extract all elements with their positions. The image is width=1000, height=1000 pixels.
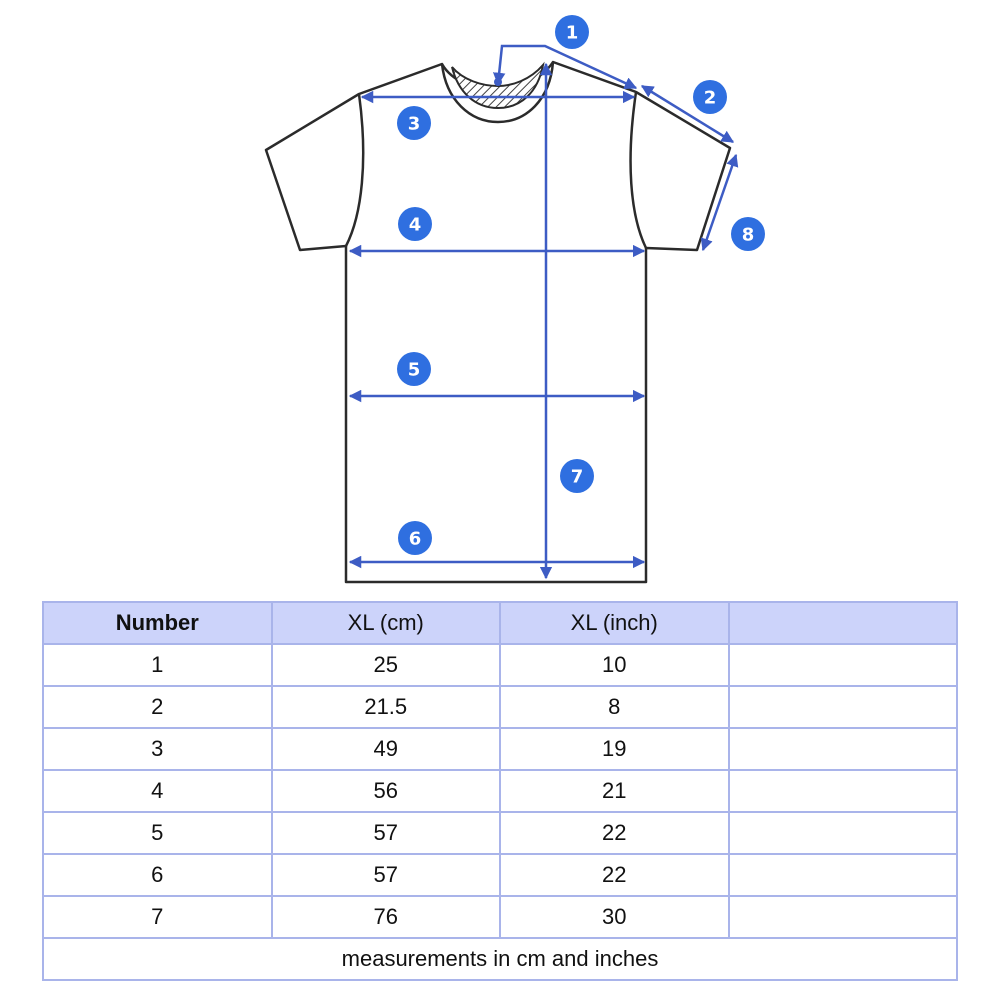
svg-text:2: 2: [703, 87, 717, 109]
marker-2: [693, 80, 727, 114]
cell-number: 2: [43, 686, 272, 728]
marker-3: [397, 106, 431, 140]
cell-cm: 57: [272, 812, 501, 854]
marker-1: [555, 15, 589, 49]
table-row: [43, 686, 957, 728]
cell-number: 6: [43, 854, 272, 896]
cell-empty: [729, 812, 958, 854]
table-header-row: [43, 602, 957, 644]
svg-text:4: 4: [408, 214, 422, 236]
table-row: [43, 644, 957, 686]
cell-number: 1: [43, 644, 272, 686]
cell-empty: [729, 644, 958, 686]
cell-inch: 22: [500, 812, 729, 854]
cell-cm: 21.5: [272, 686, 501, 728]
cell-empty: [729, 854, 958, 896]
cell-cm: 49: [272, 728, 501, 770]
header-number: Number: [43, 602, 272, 644]
cell-empty: [729, 686, 958, 728]
cell-empty: [729, 728, 958, 770]
cell-cm: 56: [272, 770, 501, 812]
cell-inch: 30: [500, 896, 729, 938]
cell-cm: 76: [272, 896, 501, 938]
cell-inch: 8: [500, 686, 729, 728]
header-empty: [729, 602, 958, 644]
neck-point-dot: [494, 78, 502, 86]
cell-inch: 22: [500, 854, 729, 896]
footer-note: measurements in cm and inches: [43, 938, 957, 980]
table-row: [43, 812, 957, 854]
cell-number: 4: [43, 770, 272, 812]
cell-inch: 19: [500, 728, 729, 770]
header-xl-inch: XL (inch): [500, 602, 729, 644]
cell-number: 3: [43, 728, 272, 770]
svg-text:6: 6: [408, 528, 422, 550]
table-row: [43, 770, 957, 812]
marker-7: [560, 459, 594, 493]
table-footer-row: [43, 938, 957, 980]
header-xl-cm: XL (cm): [272, 602, 501, 644]
cell-inch: 21: [500, 770, 729, 812]
svg-text:5: 5: [407, 359, 421, 381]
cell-empty: [729, 770, 958, 812]
table-row: [43, 896, 957, 938]
svg-text:8: 8: [741, 224, 755, 246]
cell-cm: 57: [272, 854, 501, 896]
cell-inch: 10: [500, 644, 729, 686]
marker-5: [397, 352, 431, 386]
marker-4: [398, 207, 432, 241]
size-table: [42, 601, 958, 981]
svg-text:3: 3: [407, 113, 421, 135]
cell-empty: [729, 896, 958, 938]
svg-text:1: 1: [565, 22, 579, 44]
marker-6: [398, 521, 432, 555]
cell-number: 5: [43, 812, 272, 854]
marker-8: [731, 217, 765, 251]
svg-text:7: 7: [570, 466, 584, 488]
table-row: [43, 854, 957, 896]
cell-number: 7: [43, 896, 272, 938]
tshirt-outline: [266, 62, 730, 582]
table-row: [43, 728, 957, 770]
cell-cm: 25: [272, 644, 501, 686]
